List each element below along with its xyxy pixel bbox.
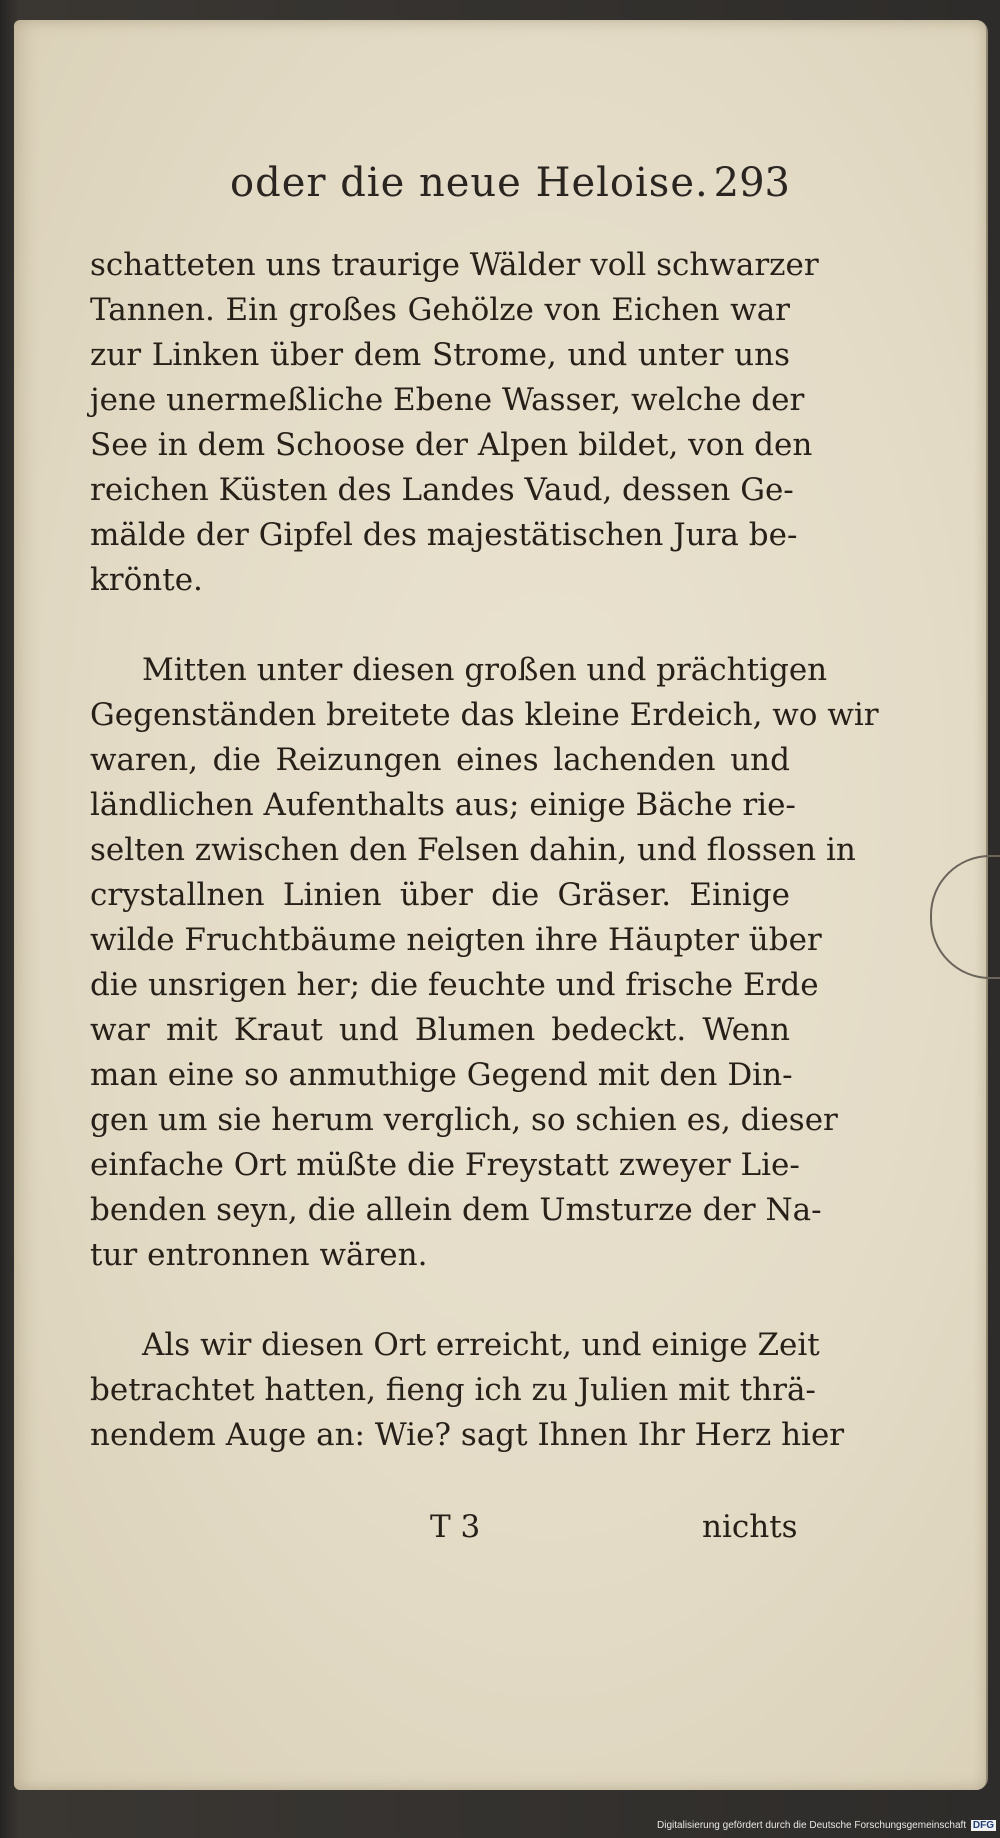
running-head: oder die neue Heloise. xyxy=(230,160,709,206)
text-line: benden seyn, die allein dem Umsturze der Na- xyxy=(90,1192,822,1228)
page-number: 293 xyxy=(713,160,790,206)
digitization-credit xyxy=(657,1820,996,1831)
text-line: Tannen. Ein großes Gehölze von Eichen war xyxy=(90,292,790,328)
text-line: wilde Fruchtbäume neigten ihre Häupter über xyxy=(90,922,822,958)
text-line: zur Linken über dem Strome, und unter uns xyxy=(90,337,790,373)
text-line: Gegenständen breitete das kleine Erdeich, wo wir xyxy=(90,697,879,733)
text-line: nendem Auge an: Wie? sagt Ihnen Ihr Herz hier xyxy=(90,1417,845,1453)
text-line: Als wir diesen Ort erreicht, und einige Zeit xyxy=(142,1327,820,1363)
text-line: reichen Küsten des Landes Vaud, dessen Ge- xyxy=(90,472,794,508)
dfg-logo: DFG xyxy=(972,1820,994,1831)
text-line: war mit Kraut und Blumen bedeckt. Wenn xyxy=(90,1012,790,1048)
text-line: ländlichen Aufenthalts aus; einige Bäche rie- xyxy=(90,787,796,823)
text-line: die unsrigen her; die feuchte und frische Erde xyxy=(90,967,819,1003)
paragraph-gap xyxy=(90,603,790,648)
text-line: gen um sie herum verglich, so schien es, dieser xyxy=(90,1102,838,1138)
text-line: einfache Ort müßte die Freystatt zweyer Lie- xyxy=(90,1147,800,1183)
page-header xyxy=(230,160,790,220)
text-line: Mitten unter diesen großen und prächtigen xyxy=(142,652,828,688)
paragraph-1 xyxy=(90,243,819,603)
text-line: See in dem Schoose der Alpen bildet, von den xyxy=(90,427,813,463)
text-line: jene unermeßliche Ebene Wasser, welche der xyxy=(90,382,805,418)
text-line: waren, die Reizungen eines lachenden und xyxy=(90,742,790,778)
text-line: betrachtet hatten, fieng ich zu Julien mit thrä- xyxy=(90,1372,816,1408)
paragraph-3 xyxy=(90,1323,845,1458)
text-line: man eine so anmuthige Gegend mit den Din- xyxy=(90,1057,793,1093)
paragraph-2 xyxy=(90,648,879,1278)
text-line: schatteten uns traurige Wälder voll schwarzer xyxy=(90,247,819,283)
body-text xyxy=(90,243,879,1458)
credit-text: Digitalisierung gefördert durch die Deutsche Forschungsgemeinschaft xyxy=(657,1820,967,1831)
text-line: selten zwischen den Felsen dahin, und flossen in xyxy=(90,832,856,868)
paragraph-gap xyxy=(90,1278,790,1323)
text-line: mälde der Gipfel des majestätischen Jura be- xyxy=(90,517,798,553)
text-line: krönte. xyxy=(90,562,203,598)
text-line: crystallnen Linien über die Gräser. Einige xyxy=(90,877,790,913)
signature-mark: T 3 xyxy=(430,1509,481,1545)
text-line: tur entronnen wären. xyxy=(90,1237,428,1273)
catchword: nichts xyxy=(702,1509,798,1545)
